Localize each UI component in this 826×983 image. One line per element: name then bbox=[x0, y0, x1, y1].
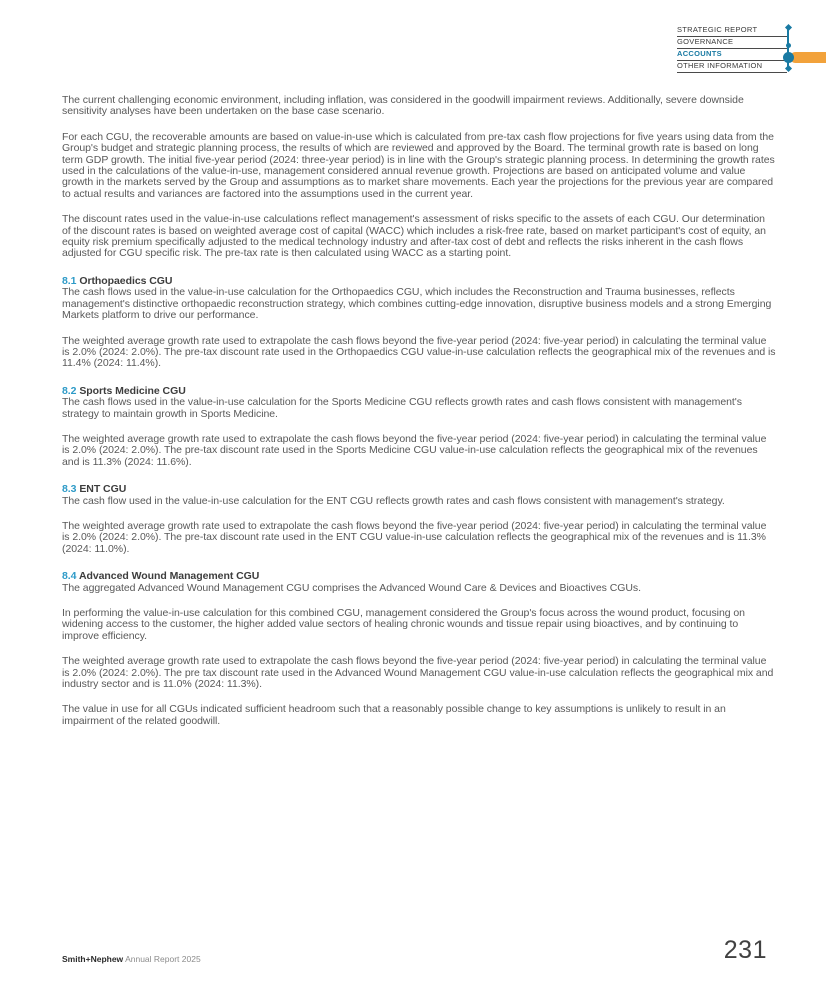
footer bbox=[62, 954, 201, 964]
section-title: ENT CGU bbox=[79, 483, 127, 496]
body-paragraph: For each CGU, the recoverable amounts are based on value-in-use which is calculated from pre-tax cash flow projections for five years using data from the Group's budget and strategic planning process, the results of which are reviewed and approved by the Board. The terminal growth rate is based on long term GDP growth. The initial five-year period (2024: three-year period) is in line with the Group's strategic planning process. In determining the growth rates used in the calculations of the value-in-use, management considered annual revenue growth. Projections are based on anticipated volume and value growth in the markets served by the Group and assumptions as to market share movements. Each year the projections for the previous year are compared to actual results and variances are factored into the assumptions used in the current year. bbox=[62, 130, 775, 200]
footer-brand: Smith+Nephew bbox=[62, 954, 124, 964]
section-title: Sports Medicine CGU bbox=[79, 384, 186, 397]
nav-track-dot-icon bbox=[786, 43, 791, 48]
body-paragraph: The weighted average growth rate used to extrapolate the cash flows beyond the five-year period (2024: five-year period) in calculating the terminal value is 2.0% (2024: 2.0%). The pre-tax discount rate used in the Orthopaedics CGU value-in-use calculation reflects the geographical mix of the revenues and is 11.4% (2024: 11.4%). bbox=[62, 334, 776, 370]
nav-item-other-information[interactable]: OTHER INFORMATION bbox=[677, 61, 787, 73]
section-number: 8.3 bbox=[62, 483, 77, 496]
section-title: Orthopaedics CGU bbox=[79, 274, 173, 287]
body-paragraph: The weighted average growth rate used to extrapolate the cash flows beyond the five-year period (2024: five-year period) in calculating the terminal value is 2.0% (2024: 2.0%). The pre tax discount rate used in the Advanced Wound Management CGU value-in-use calculation reflects the geographical mix and industry sector and is 11.0% (2024: 11.3%). bbox=[62, 655, 774, 691]
body-paragraph: The current challenging economic environment, including inflation, was considered in the goodwill impairment reviews. Additionally, severe downside sensitivity analyses have been undertaken on the base case scenario. bbox=[62, 94, 744, 118]
body-paragraph: The discount rates used in the value-in-use calculations reflect management's assessment of risks specific to the assets of each CGU. Our determination of the discount rates is based on weighted average cost of capital (WACC) which includes a risk-free rate, based on market participant's cost of equity, an equity risk premium specifically adjusted to the medical technology industry and after-tax cost of debt and reflects the risks inherent in the cash flows adjusted for CGU specific risk. The pre-tax rate is then calculated using WACC as a starting point. bbox=[62, 213, 766, 260]
body-paragraph: The weighted average growth rate used to extrapolate the cash flows beyond the five-year period (2024: five-year period) in calculating the terminal value is 2.0% (2024: 2.0%). The pre-tax discount rate used in the ENT CGU value-in-use calculation reflects the geographical mix of the revenues and is 11.3% (2024: 11.0%). bbox=[62, 519, 767, 555]
section-heading-advanced-wound-management bbox=[62, 571, 776, 582]
nav-active-marker-icon bbox=[783, 52, 794, 63]
body-paragraph: The cash flow used in the value-in-use calculation for the ENT CGU reflects growth rates and cash flows consistent with management's strategy. bbox=[62, 494, 725, 507]
body-paragraph: The cash flows used in the value-in-use calculation for the Orthopaedics CGU, which includes the Reconstruction and Trauma businesses, reflects management's distinctive orthopaedic reconstruction strategy, which combines cutting-edge innovation, disruptive business models and a strong Emerging Markets platform to drive our performance. bbox=[62, 286, 772, 322]
page-number: 231 bbox=[723, 936, 767, 964]
nav-item-governance[interactable]: GOVERNANCE bbox=[677, 37, 787, 49]
footer-report-title: Annual Report 2025 bbox=[123, 954, 201, 964]
body-paragraph: The aggregated Advanced Wound Management CGU comprises the Advanced Wound Care & Devices and Bioactives CGUs. bbox=[62, 581, 641, 594]
body-paragraph: The cash flows used in the value-in-use calculation for the Sports Medicine CGU reflects growth rates and cash flows consistent with management's strategy to maintain growth in Sports Medicine. bbox=[62, 396, 742, 420]
section-number: 8.2 bbox=[62, 384, 77, 397]
body-paragraph: The weighted average growth rate used to extrapolate the cash flows beyond the five-year period (2024: five-year period) in calculating the terminal value is 2.0% (2024: 2.0%). The pre-tax discount rate used in the Sports Medicine CGU value-in-use calculation reflects the geographical mix of the revenues and is 11.3% (2024: 11.6%). bbox=[62, 432, 767, 468]
page-content bbox=[62, 95, 776, 741]
section-number: 8.4 bbox=[62, 570, 77, 583]
nav-item-accounts[interactable]: ACCOUNTS bbox=[677, 49, 787, 61]
nav-item-strategic-report[interactable]: STRATEGIC REPORT bbox=[677, 25, 787, 37]
body-paragraph: The value in use for all CGUs indicated sufficient headroom such that a reasonably possible change to key assumptions is unlikely to result in an impairment of the related goodwill. bbox=[62, 703, 726, 727]
section-heading-ent bbox=[62, 484, 776, 495]
section-title: Advanced Wound Management CGU bbox=[78, 570, 260, 583]
body-paragraph: In performing the value-in-use calculation for this combined CGU, management considered the Group's focus across the wound product, focusing on widening access to the customer, the higher added value sectors of healing chronic wounds and tissue repair using bioactives, and by continuing to improve efficiency. bbox=[62, 607, 745, 642]
section-number: 8.1 bbox=[62, 274, 77, 287]
accounts-highlight-bar bbox=[790, 52, 826, 63]
section-nav bbox=[677, 25, 787, 73]
